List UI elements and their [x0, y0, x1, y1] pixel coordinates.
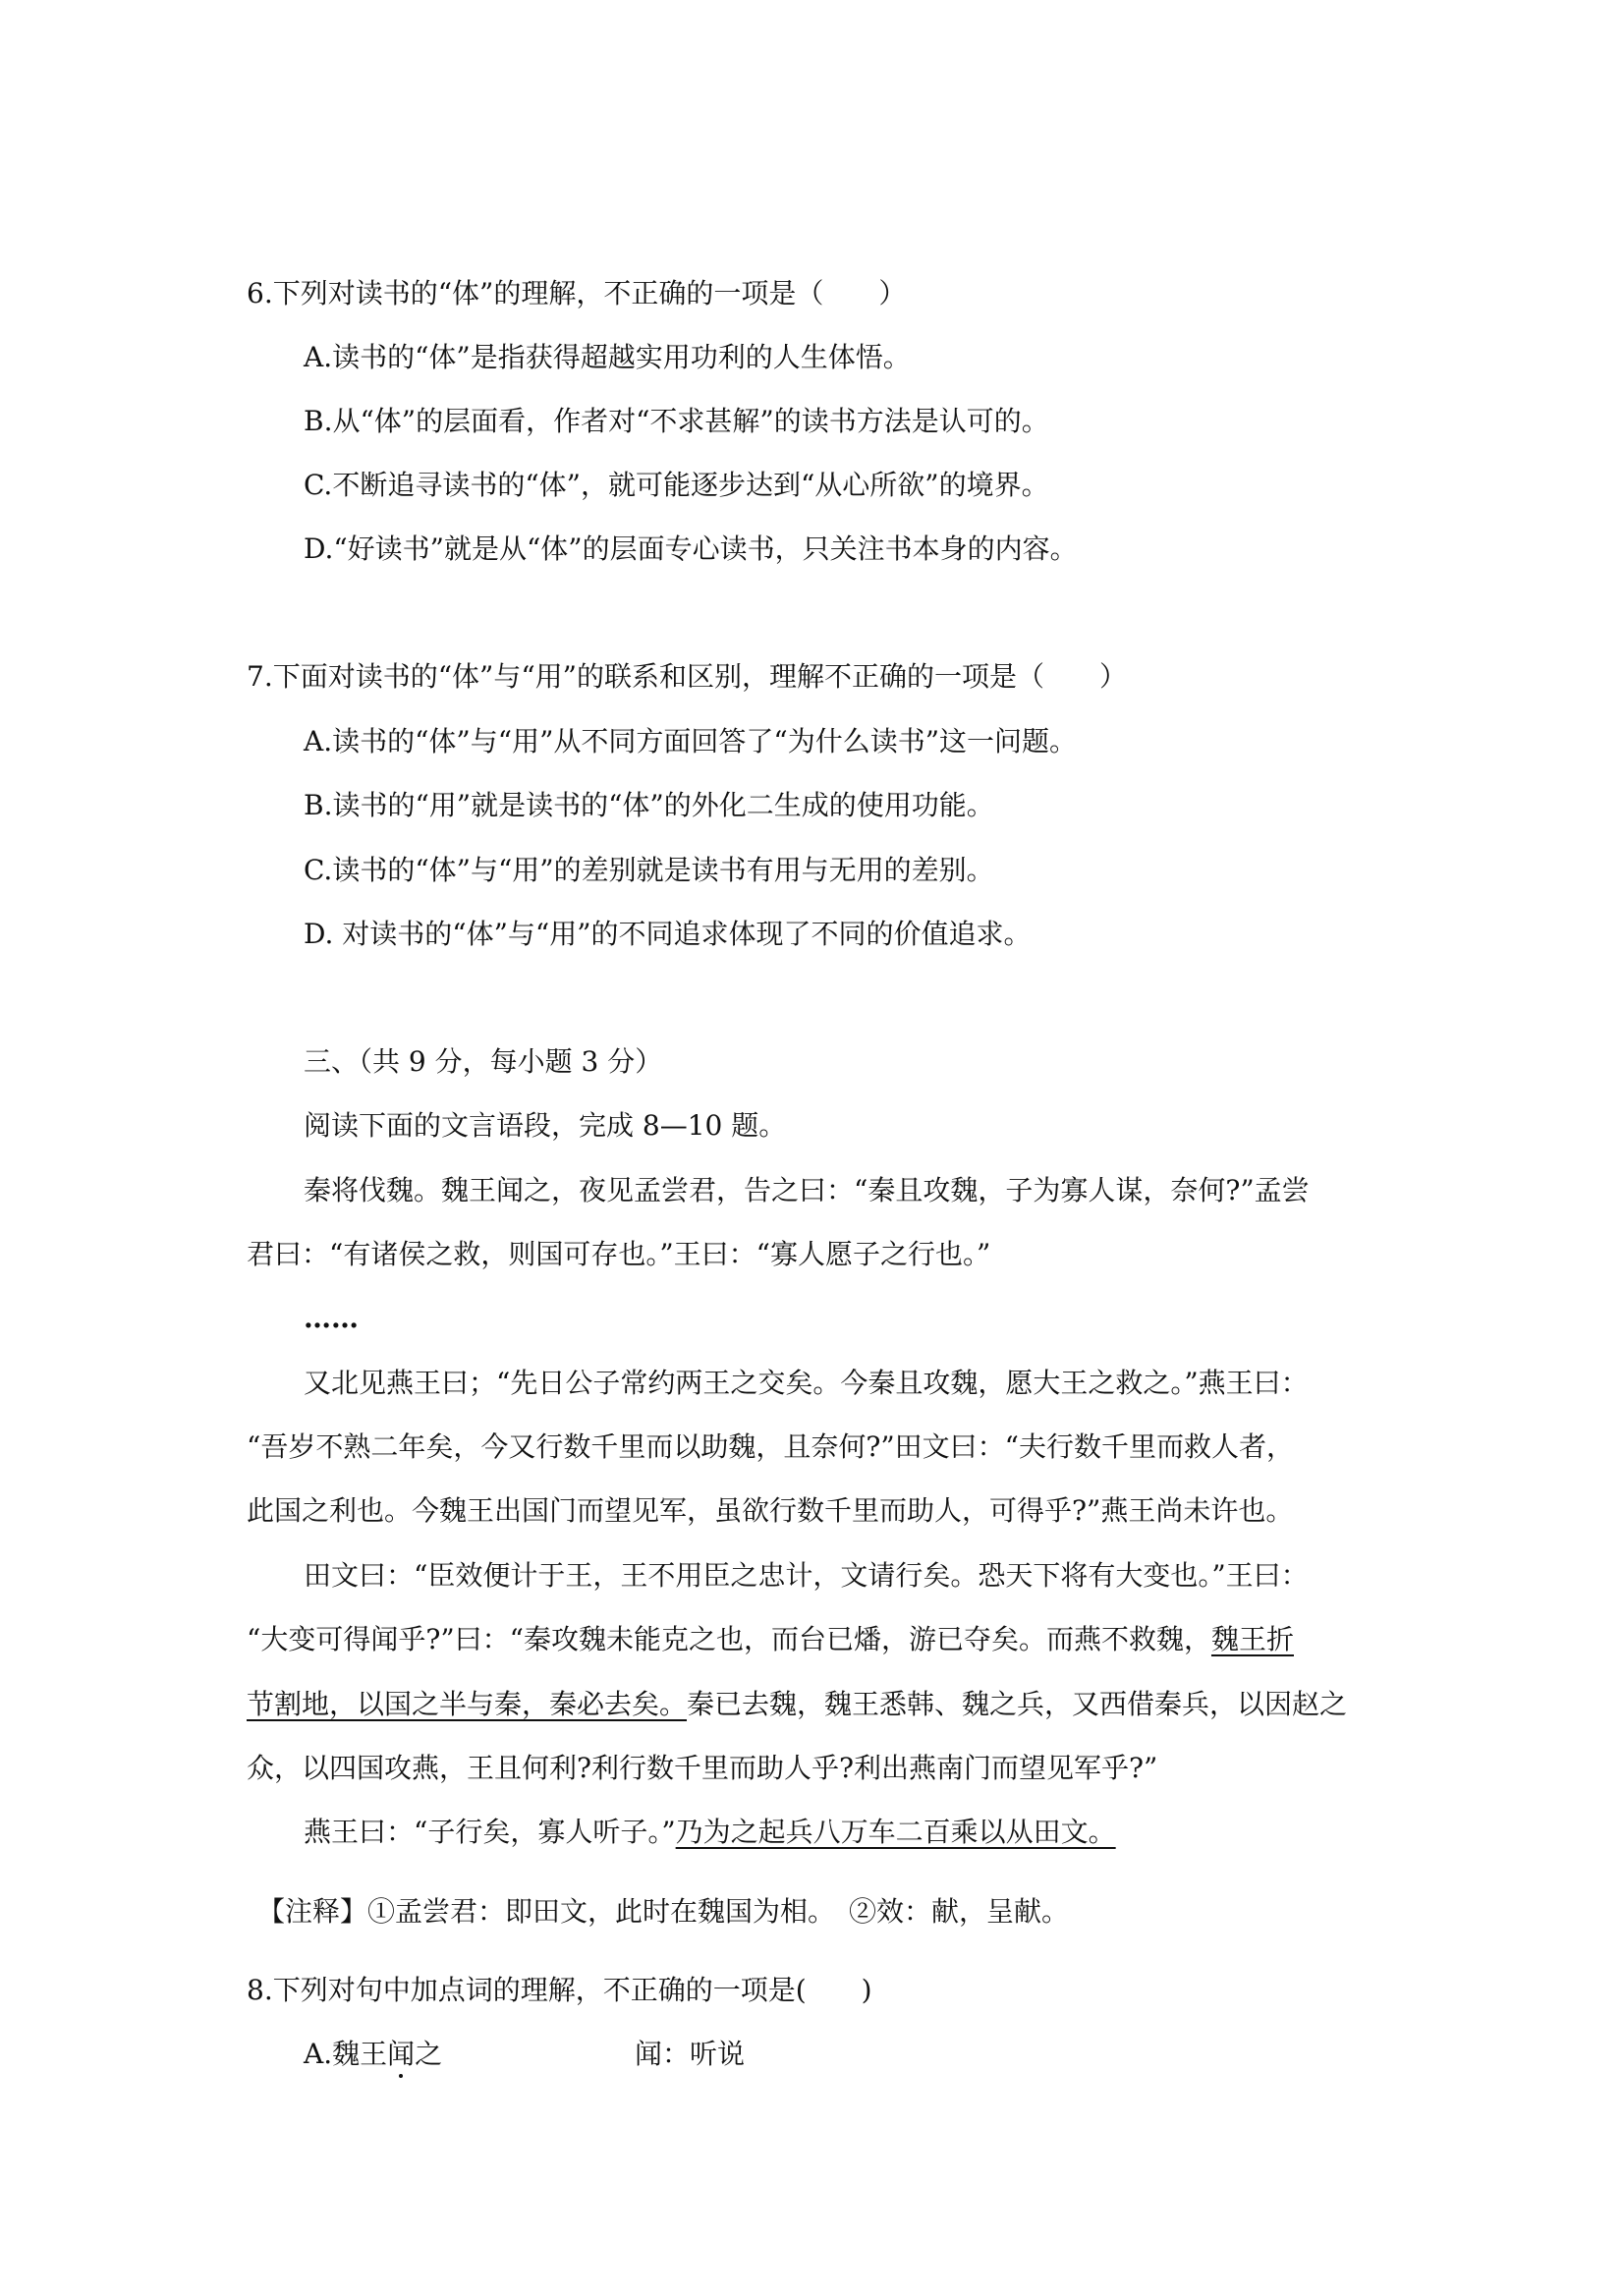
annotation-note: 【注释】①孟尝君：即田文，此时在魏国为相。 ②效：献，呈献。 [257, 1895, 1070, 1928]
passage-p3-line2-text: “大变可得闻乎?”曰：“秦攻魏未能克之也，而台已燔，游已夺矣。而燕不救魏， [247, 1623, 1211, 1655]
q8-stem: 8.下列对句中加点词的理解，不正确的一项是( ) [247, 1974, 872, 2006]
passage-p4 [304, 1813, 1116, 1852]
q7-option-d: D. 对读书的“体”与“用”的不同追求体现了不同的价值追求。 [304, 918, 1032, 950]
q7-option-c: C.读书的“体”与“用”的差别就是读书有用与无用的差别。 [304, 854, 994, 886]
q8-option-a-suffix: 之 [415, 2038, 443, 2070]
passage-p1-line1: 秦将伐魏。魏王闻之，夜见孟尝君，告之曰：“秦且攻魏，子为寡人谋，奈何?”孟尝 [304, 1174, 1310, 1206]
passage-p3-line3 [247, 1685, 1347, 1724]
q6-stem: 6.下列对读书的“体”的理解，不正确的一项是（ ） [247, 277, 907, 309]
underlined-sentence-2: 乃为之起兵八万车二百乘以从田文。 [675, 1816, 1116, 1848]
passage-p2-line2: “吾岁不熟二年矣，今又行数千里而以助魏，且奈何?”田文曰：“夫行数千里而救人者， [247, 1430, 1294, 1463]
dotted-word: 闻 [387, 2038, 416, 2070]
underlined-sentence-part1: 魏王折 [1210, 1623, 1294, 1655]
passage-p3-line4: 众，以四国攻燕，王且何利?利行数千里而助人乎?利出燕南门而望见军乎?” [247, 1752, 1158, 1784]
q8-option-a-meaning: 闻：听说 [635, 2038, 746, 2070]
passage-p2-line1: 又北见燕王曰；“先日公子常约两王之交矣。今秦且攻魏，愿大王之救之。”燕王曰： [304, 1367, 1309, 1399]
underlined-sentence-part2: 节割地，以国之半与秦，秦必去矣。 [247, 1688, 688, 1720]
q8-option-a-prefix: A.魏王 [304, 2038, 388, 2070]
q7-option-b: B.读书的“用”就是读书的“体”的外化二生成的使用功能。 [304, 789, 994, 821]
q6-option-a: A.读书的“体”是指获得超越实用功利的人生体悟。 [304, 341, 911, 373]
passage-p2-line3: 此国之利也。今魏王出国门而望见军，虽欲行数千里而助人，可得乎?”燕王尚未许也。 [247, 1494, 1294, 1527]
q6-option-d: D.“好读书”就是从“体”的层面专心读书，只关注书本身的内容。 [304, 532, 1078, 565]
q6-option-c: C.不断追寻读书的“体”，就可能逐步达到“从心所欲”的境界。 [304, 469, 1049, 501]
passage-p4-text: 燕王曰：“子行矣，寡人听子。” [304, 1816, 676, 1848]
q7-stem: 7.下面对读书的“体”与“用”的联系和区别，理解不正确的一项是（ ） [247, 660, 1127, 693]
q7-option-a: A.读书的“体”与“用”从不同方面回答了“为什么读书”这一问题。 [304, 725, 1078, 757]
section-heading: 三、（共 9 分，每小题 3 分） [304, 1045, 663, 1078]
passage-p3-line2 [247, 1620, 1294, 1659]
passage-p1-line2: 君曰：“有诸侯之救，则国可存也。”王曰：“寡人愿子之行也。” [247, 1238, 991, 1270]
passage-ellipsis: …… [304, 1302, 359, 1334]
q6-option-b: B.从“体”的层面看，作者对“不求甚解”的读书方法是认可的。 [304, 405, 1049, 437]
passage-p3-line3-text: 秦已去魏，魏王悉韩、魏之兵，又西借秦兵，以因赵之 [687, 1688, 1348, 1720]
passage-p3-line1: 田文曰：“臣效便计于王，王不用臣之忠计，文请行矣。恐天下将有大变也。”王曰： [304, 1559, 1309, 1592]
section-instruction: 阅读下面的文言语段，完成 8—10 题。 [304, 1109, 787, 1142]
